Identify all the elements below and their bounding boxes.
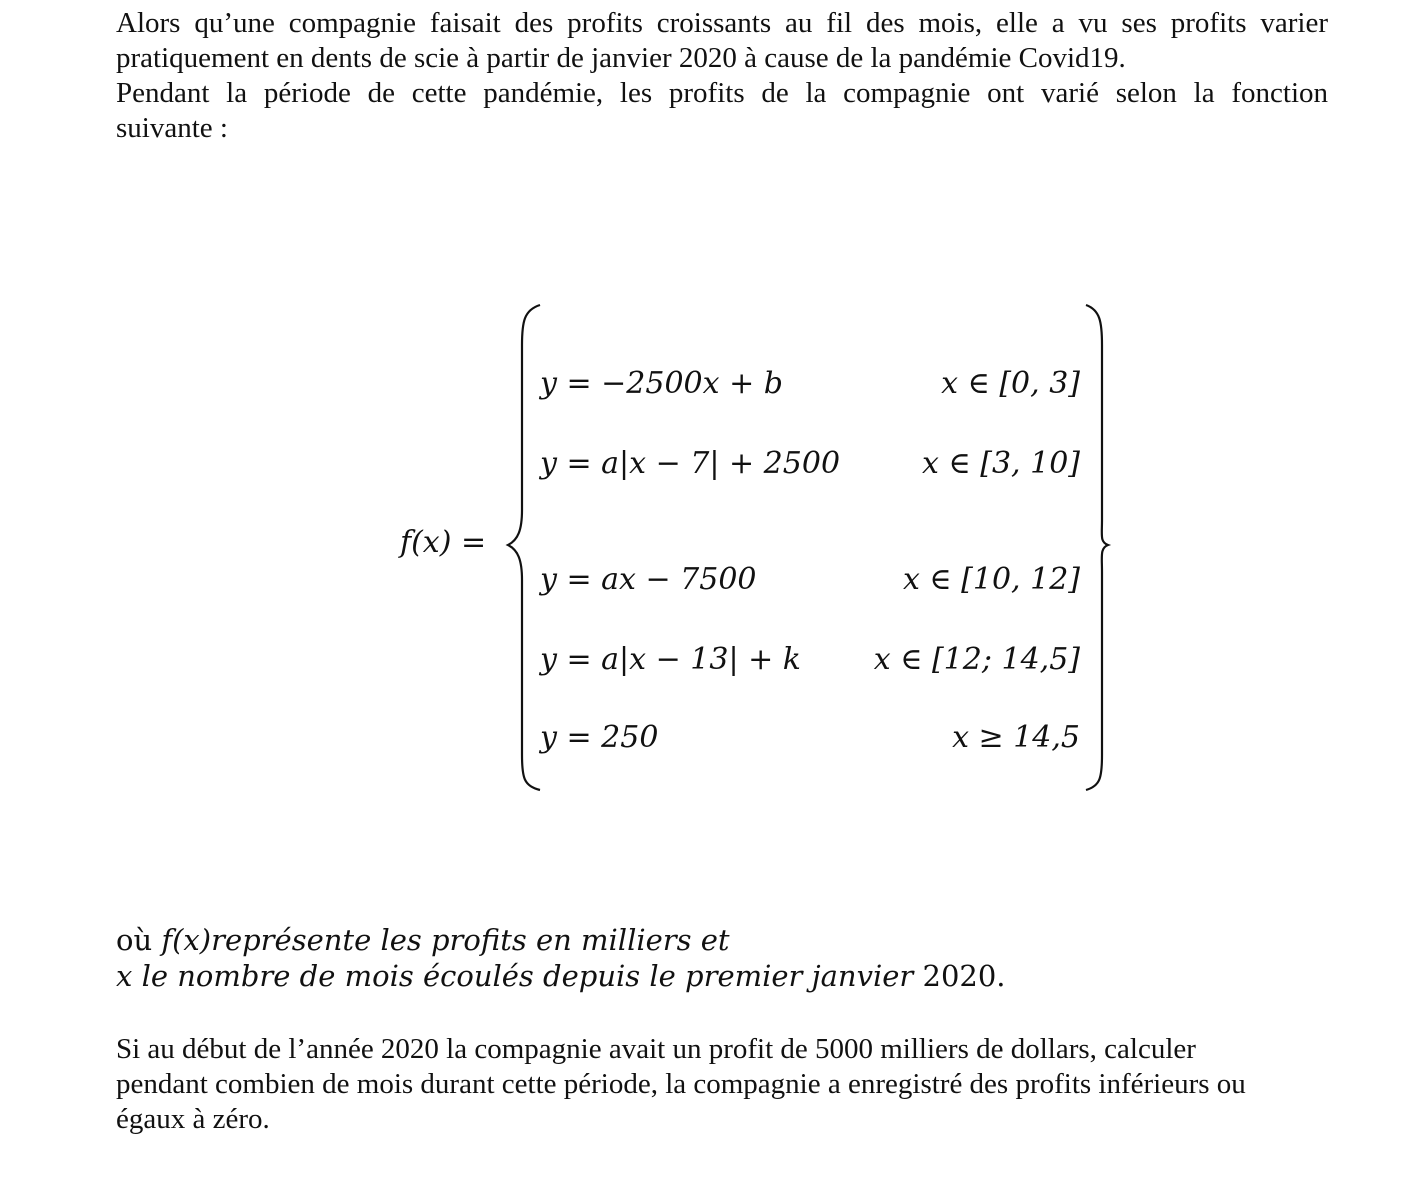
note-year: 2020. — [913, 959, 1006, 993]
piece-2-domain: x ∈ [3, 10] — [922, 446, 1080, 481]
piece-2-expr: y = a|x − 7| + 2500 — [540, 446, 841, 481]
piece-5-expr: y = 250 — [540, 720, 659, 755]
intro-line-3: Pendant la période de cette pandémie, les profits de la compagnie ont varié selon la fonction — [116, 77, 1328, 109]
piece-3-domain: x ∈ [10, 12] — [902, 562, 1080, 597]
piece-1-domain: x ∈ [0, 3] — [941, 366, 1080, 401]
note-line-1: f(x)représente les profits en milliers et — [161, 923, 730, 957]
piece-3-expr: y = ax − 7500 — [540, 562, 757, 597]
definition-note — [116, 922, 730, 958]
question-line-1: Si au début de l’année 2020 la compagnie avait un profit de 5000 milliers de dollars, calculer — [116, 1033, 1196, 1065]
piece-1-expr: y = −2500x + b — [540, 366, 783, 401]
question-line-2: pendant combien de mois durant cette période, la compagnie a enregistré des profits inférieurs ou — [116, 1068, 1246, 1100]
note-line-2: x le nombre de mois écoulés depuis le premier janvier — [116, 959, 914, 993]
question-paragraph — [116, 1032, 1328, 1137]
intro-line-1: Alors qu’une compagnie faisait des profits croissants au fil des mois, elle a vu ses profits varier — [116, 7, 1328, 39]
piece-4-domain: x ∈ [12; 14,5] — [873, 642, 1080, 677]
function-label — [400, 525, 486, 560]
question-line-3: égaux à zéro. — [116, 1103, 270, 1135]
definition-note-2 — [116, 958, 1006, 994]
note-prefix: où — [116, 923, 162, 957]
piece-4-expr: y = a|x − 13| + k — [540, 642, 801, 677]
function-name: f(x) — [400, 525, 452, 560]
function-equals: = — [460, 525, 487, 560]
piece-5-domain: x ≥ 14,5 — [952, 720, 1080, 755]
intro-line-2: pratiquement en dents de scie à partir de janvier 2020 à cause de la pandémie Covid19. — [116, 42, 1126, 74]
intro-line-4: suivante : — [116, 112, 228, 144]
